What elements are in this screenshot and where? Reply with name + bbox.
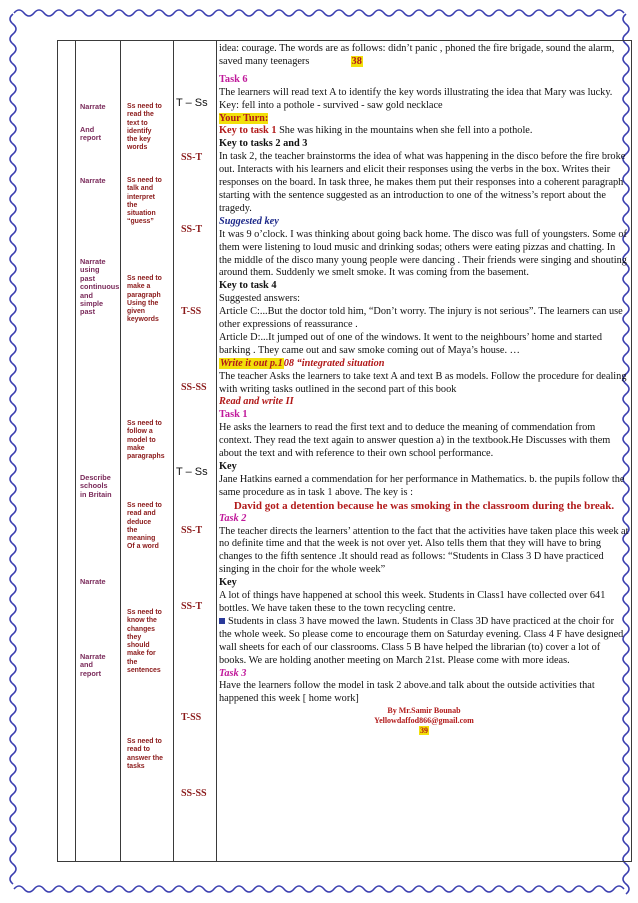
rw-key-answer: David got a detention because he was smoking in the classroom during the break.	[233, 499, 615, 512]
interaction-item: SS-SS	[181, 788, 207, 799]
key4-article-c: Article C:...But the doctor told him, “Don’t worry. The injury is not serious”. The learners can use other expressions of reassurance .	[219, 306, 623, 331]
stage-item: Narrate	[80, 102, 106, 111]
interaction-item: SS-T	[181, 601, 203, 612]
rw-key2-label: Key	[219, 577, 237, 589]
task6-body: The learners will read text A to identify the key words illustrating the idea that Mary was lucky.	[219, 86, 613, 98]
rw-task2-body: The teacher directs the learners’ attention to the fact that the activities have taken place this week at no definite time and that the week is not over yet. Also tells them that they will have to bring changes to the fifth sentence .It should read as follows: “Students in Class 3 D have practiced singing in the choir for the whole week”	[219, 525, 629, 576]
rw-key-label: Key	[219, 461, 237, 472]
aim-item: Ss need to read the text to identify the key words	[127, 103, 162, 152]
suggested-key-title: Suggested key	[219, 215, 279, 227]
bottom-border-wave	[14, 886, 624, 892]
rw-task3-body: Have the learners follow the model in task 2 above.and talk about the outside activities that happened this week [ home work]	[219, 680, 595, 705]
task6-key: Key: fell into a pothole - survived - saw gold necklace	[219, 99, 443, 111]
stage-item: Narrate using past continuous and simple past	[80, 257, 120, 317]
interaction-item: SS-T	[181, 525, 203, 536]
key1-text: She was hiking in the mountains when she fell into a pothole.	[276, 125, 533, 137]
aim-item: Ss need to follow a model to make paragraphs	[127, 420, 165, 461]
bullet-square-icon	[219, 618, 225, 624]
key4-title: Key to task 4	[219, 280, 277, 292]
interaction-item: SS-T	[181, 152, 203, 163]
rw-task3-title: Task 3	[219, 667, 247, 679]
interaction-item: T – Ss	[176, 97, 208, 109]
aim-item: Ss need to talk and interpret the situation “guess”	[127, 177, 162, 226]
rw-key2-part-a: A lot of things have happened at school this week. Students in Class1 have collected over 641 bottles. We have taken these to the town recycling centre.	[219, 590, 606, 614]
interaction-column	[174, 41, 217, 862]
key4-article-d: Article D:...It jumped out of one of the windows. It went to the neighbours’ home and started barking . They came out and saw smoke coming out of Maya’s house. …	[219, 331, 602, 356]
suggested-key-body: It was 9 o’clock. I was thinking about going back home. The disco was full of youngsters. Some of them were listening to loud music and drinking sodas; others were eating pizzas and chatting. In the middle of the disco many young people were dancing . Their friends were singing and shouting around them. Suddenly we smelt smoke. It was coming from the basement.	[219, 228, 627, 279]
integrated-situation-label: “integrated situation	[294, 357, 385, 369]
footer	[219, 706, 629, 736]
footer-page-number: 39	[420, 726, 428, 736]
write-it-out-label: Write it out p.1	[220, 357, 283, 369]
key1-label: Key to task 1	[219, 125, 277, 137]
page-number-top: 38	[351, 55, 362, 67]
stages-column	[76, 41, 121, 862]
write-body: The teacher Asks the learners to take text A and text B as models. Follow the procedure for dealing with writing tasks outlined in the second part of this book	[219, 370, 627, 395]
interaction-item: SS-SS	[181, 382, 207, 393]
read-write-title: Read and write II	[219, 396, 294, 408]
aims-column	[121, 41, 174, 862]
stage-item: Narrate	[80, 176, 106, 185]
stage-item: And report	[80, 125, 102, 143]
rw-task1-body: He asks the learners to read the first text and to deduce the meaning of commendation from context. They read the text again to answer question a) in the textbook.He Discusses with them about the text and with reference to their own school performance.	[219, 422, 611, 460]
aim-item: Ss need to know the changes they should make for the sentences	[127, 609, 162, 675]
interaction-item: SS-T	[181, 224, 203, 235]
key4-subtitle: Suggested answers:	[219, 293, 300, 305]
rw-key-body: Jane Hatkins earned a commendation for her performance in Mathematics. b. the pupils follow the same procedure as in task 1 above. The key is :	[219, 473, 625, 498]
key23-body: In task 2, the teacher brainstorms the idea of what was happening in the disco before the fire broke out. Interacts with his learners and elicit their responses using the verbs in the box. Writes their responses on the board. In task three, he makes them put their responses into a coherent paragraph starting with the sentence suggested as an introduction to one of the witness’s report about the tragedy.	[219, 151, 626, 214]
key23-title: Key to tasks 2 and 3	[219, 138, 308, 150]
rw-task1-title: Task 1	[219, 409, 248, 421]
interaction-item: T – Ss	[176, 466, 208, 478]
aim-item: Ss need to make a paragraph Using the given keywords	[127, 275, 162, 324]
procedure-column	[217, 41, 632, 862]
lesson-plan-table	[57, 40, 632, 862]
stage-item: Describe schools in Britain	[80, 473, 112, 499]
write-page-number: 08	[283, 357, 295, 369]
empty-column	[58, 41, 76, 862]
interaction-item: T-SS	[181, 306, 202, 317]
top-border-wave	[14, 10, 624, 16]
stage-item: Narrate	[80, 577, 106, 586]
aim-item: Ss need to read and deduce the meaning Of a word	[127, 502, 162, 551]
your-turn-label: Your Turn:	[219, 112, 269, 124]
task6-title: Task 6	[219, 73, 248, 85]
left-border-wave	[10, 14, 16, 884]
top-text: idea: courage. The words are as follows: didn’t panic , phoned the fire brigade, sound the alarm, saved many teenagers 38	[219, 43, 615, 67]
footer-email: Yellowdaffod866@gmail.com	[374, 716, 474, 726]
rw-task2-title: Task 2	[219, 512, 247, 524]
aim-item: Ss need to read to answer the tasks	[127, 738, 163, 770]
footer-author: By Mr.Samir Bounab	[387, 706, 461, 716]
interaction-item: T-SS	[181, 712, 202, 723]
rw-key2-part-b: Students in class 3 have mowed the lawn. Students in Class 3D have practiced at the choir for the whole week. So please come to encourage them on Saturday evening. Class 4 F have designed wall sheets for each of our classrooms. Class 5 B have helped the librarian (to) cover a lot of books. We are holding another meeting on March 21st. Please come with more ideas.	[219, 615, 624, 666]
stage-item: Narrate and report	[80, 652, 106, 678]
